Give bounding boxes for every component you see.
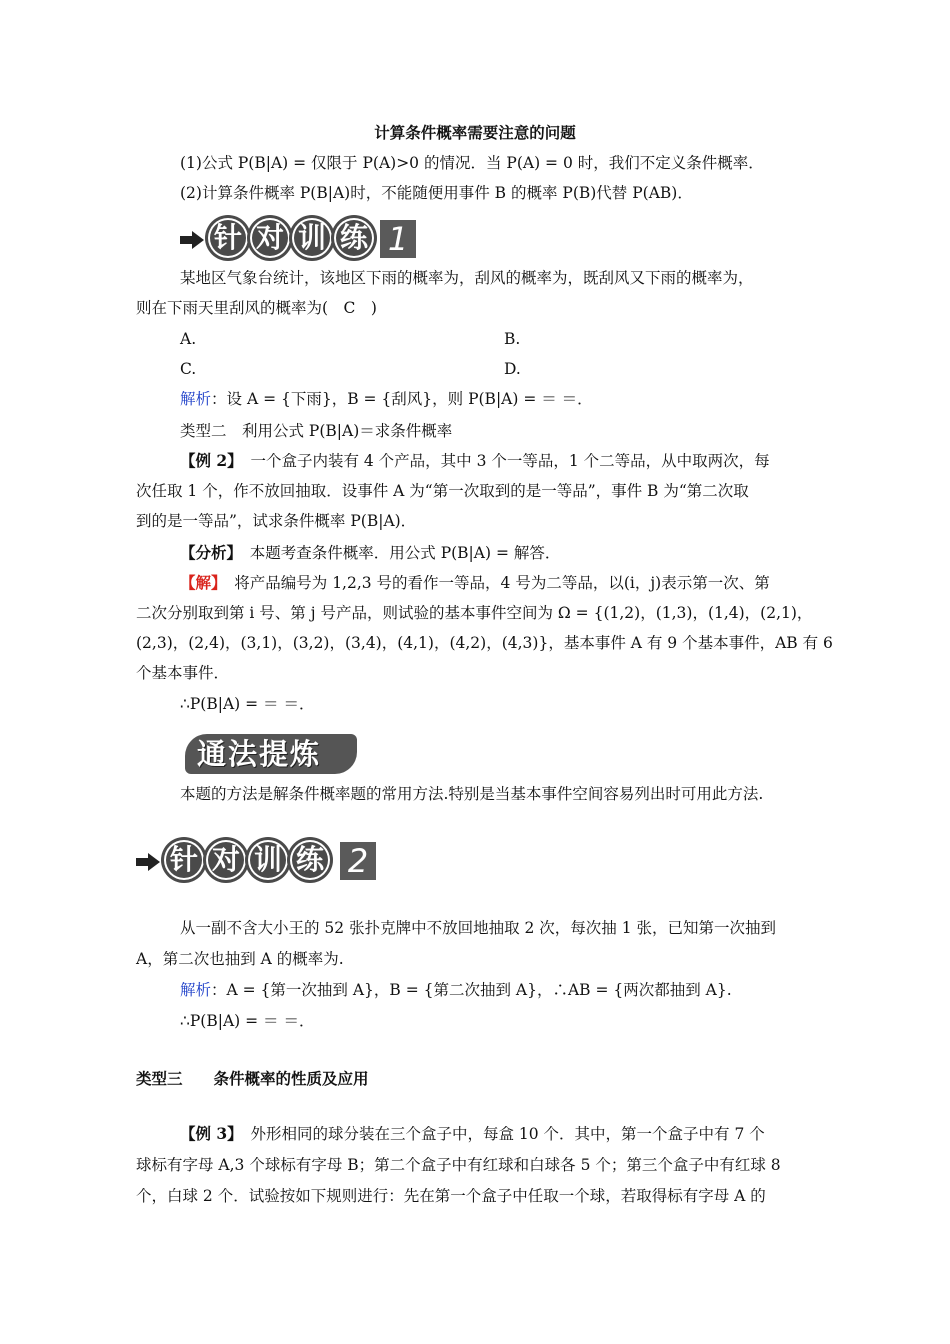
banner-char: 针 bbox=[208, 218, 248, 258]
banner-char: 对 bbox=[206, 840, 246, 880]
solution-line-1 bbox=[180, 573, 770, 593]
analysis bbox=[180, 543, 560, 563]
banner-number: 1 bbox=[380, 220, 416, 258]
banner-number: 2 bbox=[340, 842, 376, 880]
example2-text: 一个盒子内装有 4 个产品，其中 3 个一等品，1 个二等品，从中取两次，每 bbox=[234, 452, 770, 470]
method-summary-text: 本题的方法是解条件概率题的常用方法.特别是当基本事件空间容易列出时可用此方法. bbox=[180, 785, 764, 803]
solution-text: 将产品编号为 1,2,3 号的看作一等品，4 号为二等品，以(i，j)表示第一次、第 bbox=[218, 574, 770, 592]
banner-char: 训 bbox=[248, 840, 288, 880]
banner-char: 对 bbox=[250, 218, 290, 258]
banner-char: 针 bbox=[164, 840, 204, 880]
example3-text: 外形相同的球分装在三个盒子中，每盒 10 个．其中，第一个盒子中有 7 个 bbox=[234, 1125, 765, 1143]
ex2-line-2: A，第二次也抽到 A 的概率为. bbox=[136, 950, 344, 968]
ex1-line-2: 则在下雨天里刮风的概率为( C ) bbox=[136, 299, 377, 317]
solution-text: ：A = {第一次抽到 A}，B = {第二次抽到 A}，∴AB = {两次都抽到 A}. bbox=[211, 981, 732, 999]
ex2-line-1: 从一副不含大小王的 52 张扑克牌中不放回地抽取 2 次，每次抽 1 张，已知第一次抽到 bbox=[180, 919, 777, 937]
example2-line-2: 次任取 1 个，作不放回抽取．设事件 A 为“第一次取到的是一等品”，事件 B 为“第二次取 bbox=[136, 482, 749, 500]
solution-label: 解析 bbox=[180, 981, 212, 999]
method-summary-banner bbox=[185, 730, 361, 778]
solution-result: ∴P(B|A) = ＝ ＝． bbox=[180, 695, 315, 713]
example2-line-3: 到的是一等品”，试求条件概率 P(B|A)． bbox=[136, 512, 417, 530]
banner-title: 通法提炼 bbox=[197, 737, 322, 771]
training-banner-2 bbox=[136, 840, 386, 884]
ex2-result: ∴P(B|A) = ＝ ＝． bbox=[180, 1012, 315, 1030]
example-label: 【例 2】 bbox=[180, 451, 235, 470]
example2-line-1 bbox=[180, 451, 770, 471]
option-a: A. bbox=[180, 330, 197, 348]
arrow-right-icon bbox=[136, 853, 160, 871]
type2-heading: 类型二 利用公式 P(B|A)＝求条件概率 bbox=[180, 422, 453, 440]
type3-heading: 类型三 条件概率的性质及应用 bbox=[136, 1070, 369, 1088]
arrow-right-icon bbox=[180, 231, 204, 249]
training-banner-1 bbox=[180, 218, 420, 262]
solution-text: ：设 A = {下雨}，B = {刮风}，则 P(B|A) = ＝ ＝． bbox=[211, 390, 593, 408]
example-label: 【例 3】 bbox=[180, 1124, 235, 1143]
banner-char: 练 bbox=[290, 840, 330, 880]
ex2-solution bbox=[180, 980, 732, 1000]
notes-heading: 计算条件概率需要注意的问题 bbox=[374, 124, 576, 142]
example3-line-3: 个，白球 2 个．试验按如下规则进行：先在第一个盒子中任取一个球，若取得标有字母 A 的 bbox=[136, 1187, 766, 1205]
ex1-solution bbox=[180, 389, 593, 409]
ex1-line-1: 某地区气象台统计，该地区下雨的概率为，刮风的概率为，既刮风又下雨的概率为， bbox=[180, 269, 754, 287]
option-d: D. bbox=[504, 360, 521, 378]
solution-line-2: 二次分别取到第 i 号、第 j 号产品，则试验的基本事件空间为 Ω = {(1,2)，(1,3)，(1,4)，(2,1)， bbox=[136, 604, 813, 622]
example3-line-1 bbox=[180, 1124, 765, 1144]
solution-line-3: (2,3)，(2,4)，(3,1)，(3,2)，(3,4)，(4,1)，(4,2)，(4,3)}，基本事件 A 有 9 个基本事件，AB 有 6 bbox=[136, 634, 833, 652]
option-c: C. bbox=[180, 360, 197, 378]
solution-label: 【解】 bbox=[180, 573, 219, 592]
option-b: B. bbox=[504, 330, 521, 348]
analysis-text: 本题考查条件概率．用公式 P(B|A) = 解答． bbox=[234, 544, 561, 562]
example3-line-2: 球标有字母 A,3 个球标有字母 B；第二个盒子中有红球和白球各 5 个；第三个盒子中有红球 8 bbox=[136, 1156, 781, 1174]
banner-char: 训 bbox=[292, 218, 332, 258]
note-2: (2)计算条件概率 P(B|A)时，不能随便用事件 B 的概率 P(B)代替 P(AB)． bbox=[180, 184, 693, 202]
note-1: (1)公式 P(B|A) = 仅限于 P(A)>0 的情况．当 P(A) = 0 时，我们不定义条件概率． bbox=[180, 154, 764, 172]
solution-label: 解析 bbox=[180, 390, 212, 408]
analysis-label: 【分析】 bbox=[180, 543, 235, 562]
solution-line-4: 个基本事件． bbox=[136, 664, 230, 682]
banner-char: 练 bbox=[334, 218, 374, 258]
